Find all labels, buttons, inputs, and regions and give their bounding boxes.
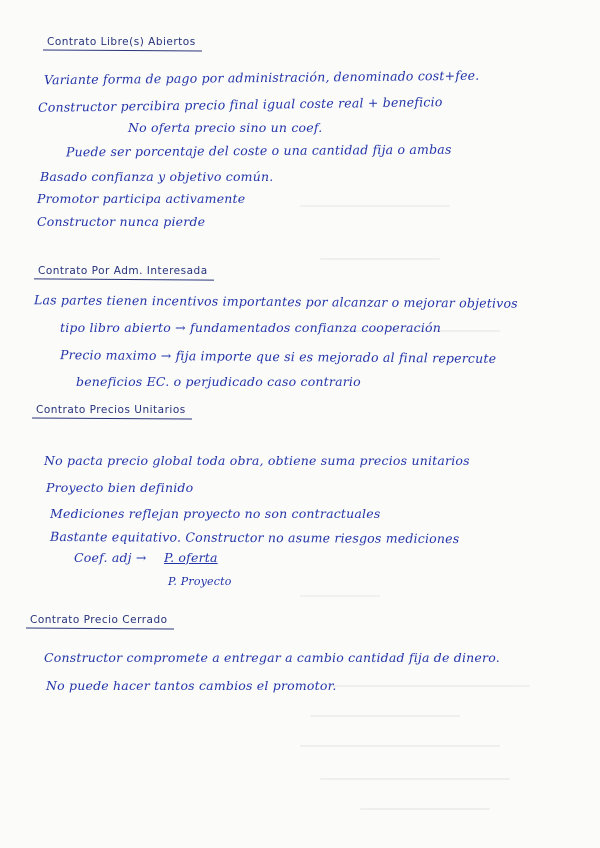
section-title-precios-unitarios: Contrato Precios Unitarios	[36, 404, 186, 416]
note-line: No puede hacer tantos cambios el promotor.	[46, 678, 337, 693]
section-title-adm-interesada: Contrato Por Adm. Interesada	[38, 265, 208, 277]
note-line: tipo libro abierto → fundamentados confianza cooperación	[60, 320, 442, 335]
section-title-precio-cerrado: Contrato Precio Cerrado	[30, 614, 168, 626]
fraction-denominator: P. Proyecto	[168, 575, 232, 588]
note-line: Mediciones reflejan proyecto no son contractuales	[50, 506, 381, 521]
note-line: Precio maximo → fija importe que si es mejorado al final repercute	[59, 347, 497, 366]
note-line: Constructor percibira precio final igual coste real + beneficio	[37, 94, 443, 115]
note-line: Constructor nunca pierde	[37, 214, 206, 229]
note-line: No pacta precio global toda obra, obtiene suma precios unitarios	[44, 453, 470, 468]
note-line: Basado confianza y objetivo común.	[40, 169, 274, 184]
note-line: beneficios EC. o perjudicado caso contrario	[76, 374, 361, 389]
note-line: Puede ser porcentaje del coste o una cantidad fija o ambas	[65, 141, 452, 160]
note-line: Variante forma de pago por administración, denominado cost+fee.	[43, 67, 480, 88]
note-line: Proyecto bien definido	[46, 480, 194, 495]
note-line: No oferta precio sino un coef.	[128, 120, 323, 135]
note-line: Constructor compromete a entregar a cambio cantidad fija de dinero.	[44, 650, 500, 665]
note-line: Coef. adj →	[74, 550, 147, 565]
section-title-libros-abiertos: Contrato Libre(s) Abiertos	[47, 36, 196, 48]
note-line: Bastante equitativo. Constructor no asume riesgos mediciones	[49, 528, 460, 547]
note-line: Las partes tienen incentivos importantes por alcanzar o mejorar objetivos	[33, 292, 518, 311]
fraction-numerator: P. oferta	[164, 550, 218, 565]
note-line: Promotor participa activamente	[37, 191, 246, 206]
